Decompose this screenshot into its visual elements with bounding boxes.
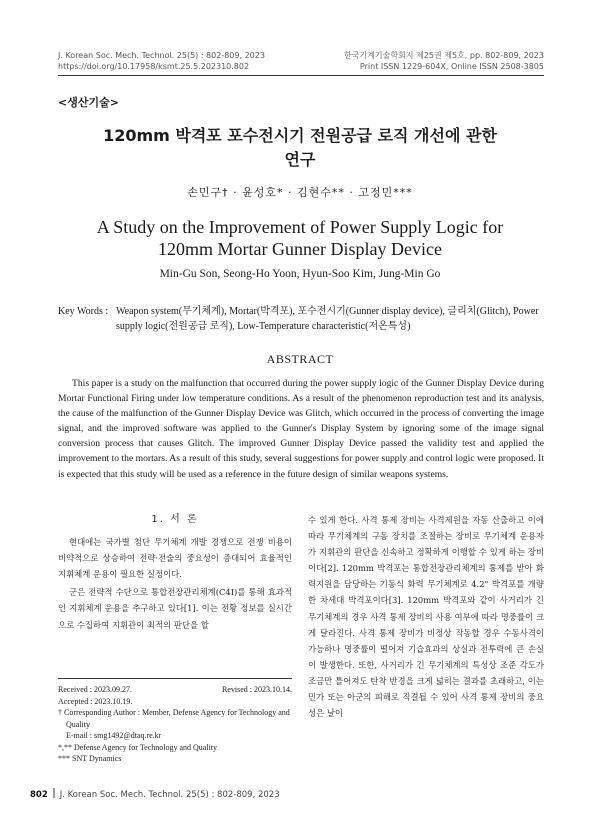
accepted-date: Accepted : 2023.10.19. — [58, 696, 133, 706]
affiliation-1: *,** Defense Agency for Technology and Quality — [58, 742, 218, 752]
intro-paragraph-1: 현대에는 국가별 첨단 무기체계 개발 경쟁으로 전쟁 비용이 비약적으로 상승하여 전략·전술의 중요성이 증대되어 효율적인 지휘체계 운용이 필요한 실정이다. — [58, 537, 292, 580]
notes-rule — [58, 678, 292, 679]
title-korean — [0, 124, 600, 172]
article-notes — [58, 684, 292, 765]
authors-english: Min-Gu Son, Seong-Ho Yoon, Hyun-Soo Kim, Jung-Min Go — [159, 268, 441, 280]
intro-paragraph-2: 군은 전략적 수단으로 통합전장관리체계(C4I)를 통해 효과적인 지휘체계 운용을 추구하고 있다[1]. 이는 전황 정보를 실시간으로 수집하여 지휘관이 최적의 판단을 할 — [58, 587, 292, 630]
left-column — [58, 512, 292, 635]
right-column-paragraph: 수 있게 한다. 사격 통제 장비는 사격제원을 자동 산출하고 이에 따라 무기체계의 구동 장치를 조절하는 장비로 무기체계 운용자가 지휘관의 판단을 신속하고 정확하게 이행할 수 있게 하는 장비이다[2]. 120mm 박격포는 통합전장관리체계의 통제를 받아 화력지원을 담당하는 기동식 화력 무기체계로 4.2" 박격포를 개량한 차세대 박격포이다[3]. 120mm 박격포와 같이 사거리가 긴 무기체계의 경우 사격 통제 장비의 사용 여부에 따라 명중률이 크게 달라진다. 사격 통제 장비가 비정상 작동할 경우 수동사격이 가능하나 명중률이 떨어져 기습효과의 상실과 전투력에 큰 손실이 발생한다. 또한, 사거리가 긴 무기체계의 특성상 조준 각도가 조금만 틀어져도 탄착 반경을 크게 넓히는 결과를 초래하고, 이는 민가 또는 아군의 피해로 직결될 수 있어 사격 통제 장비의 중요성은 날이 — [308, 515, 544, 719]
page-number: 802 — [30, 790, 48, 800]
affiliation-2: *** SNT Dynamics — [58, 754, 122, 763]
footer-divider — [53, 788, 55, 798]
section-label: <생산기술> — [58, 96, 119, 109]
received-revised-row — [58, 684, 292, 696]
title-english-line2: 120mm Mortar Gunner Display Device — [158, 239, 442, 259]
journal-issue-line: 한국기계기술학회지 제25권 제5호, pp. 802-809, 2023 — [343, 51, 544, 60]
journal-citation-line: J. Korean Soc. Mech. Technol. 25(5) : 802-809, 2023 — [58, 51, 265, 60]
header-rule — [58, 75, 544, 76]
title-korean-line2: 연구 — [284, 150, 316, 169]
issn-line: Print ISSN 1229-604X, Online ISSN 2508-3805 — [359, 62, 544, 71]
keywords-block — [58, 304, 544, 334]
section-heading-introduction: 1. 서 론 — [151, 514, 199, 525]
received-date: Received : 2023.09.27. — [58, 685, 132, 694]
doi-link[interactable]: https://doi.org/10.17958/ksmt.25.5.202310.802 — [58, 62, 250, 71]
keywords-label: Key Words : — [58, 306, 109, 317]
journal-citation-header — [58, 50, 318, 72]
journal-issue-header — [300, 50, 544, 72]
footer-citation: J. Korean Soc. Mech. Technol. 25(5) : 802-809, 2023 — [59, 790, 280, 800]
abstract-heading: ABSTRACT — [266, 352, 334, 366]
title-english-line1: A Study on the Improvement of Power Supply Logic for — [96, 217, 504, 237]
title-korean-line1: 120mm 박격포 포수전시기 전원공급 로직 개선에 관한 — [103, 126, 497, 145]
keywords-text: Weapon system(무기체계), Mortar(박격포), 포수전시기(Gunner display device), 글리치(Glitch), Power supply logic(전원공급 로직), Low-Temperature characteristic(저온특성) — [116, 306, 539, 332]
right-column — [308, 512, 544, 723]
author-email[interactable]: E-mail : smg1492@dtaq.re.kr — [66, 731, 162, 740]
page-footer — [30, 788, 430, 800]
corresponding-author: † Corresponding Author : Member, Defense Agency for Technology and Quality — [58, 708, 290, 729]
authors-korean: 손민구† · 윤성호* · 김현수** · 고정민*** — [187, 186, 413, 199]
abstract-body: This paper is a study on the malfunction that occurred during the power supply logic of the Gunner Display Device during Mortar Functional Firing under low temperature conditions. As a result of the phenomenon reproduction test and its analysis, the cause of the malfunction of the Gunner Display Device was Glitch, which occurred in the process of converting the image signal, and the improved software was applied to the Gunner's Display System by ignoring some of the image signal conversion process that causes Glitch. The improved Gunner Display Device passed the validity test and applied the improvement to the mortars. As a result of this study, several suggestions for power supply and control logic were proposed. It is expected that this study will be used as a reference in the future design of similar weapons systems. — [58, 378, 544, 480]
title-english — [0, 216, 600, 260]
revised-date: Revised : 2023.10.14. — [222, 685, 292, 694]
